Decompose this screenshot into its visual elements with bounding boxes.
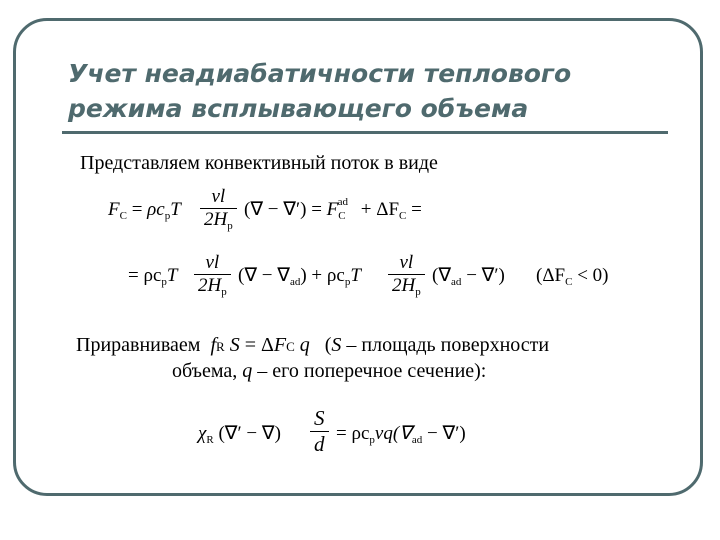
eq1-sub-p: p	[164, 210, 171, 222]
equate-S: S	[229, 334, 240, 356]
eq2-fraction-1	[194, 252, 231, 297]
eq1-rhs-sup: ad	[337, 196, 349, 208]
eq2-rho-c: = ρc	[128, 265, 162, 286]
equate-equals: = Δ	[244, 334, 274, 356]
equate-f: f	[210, 334, 217, 356]
eq2-T: T	[166, 265, 178, 286]
eq1-plus-sub: C	[399, 210, 407, 222]
eq2-frac1-den: 2H	[198, 275, 222, 296]
equate-f-sub: R	[216, 339, 225, 354]
equate-line2-prefix: объема,	[172, 360, 243, 382]
eq1-tail: =	[411, 199, 422, 220]
eq1-frac-num: vl	[211, 186, 226, 207]
eq2-condition-close: < 0)	[577, 265, 609, 286]
equate-note-open: (	[324, 334, 332, 356]
eq3-ad: ad	[411, 434, 423, 446]
equate-prefix: Приравниваем	[76, 334, 201, 356]
title-underline	[62, 131, 668, 134]
equate-q: q	[299, 334, 310, 356]
slide-title	[68, 56, 668, 126]
eq1-lhs: F	[108, 199, 120, 220]
equate-line2-rest: – его поперечное сечение):	[252, 360, 487, 382]
eq2-paren2-close: − ∇′)	[466, 265, 505, 286]
eq3-chi: χ	[198, 423, 207, 444]
eq1-rhs-sub: C	[338, 210, 346, 222]
eq2-frac2-den: 2H	[392, 275, 416, 296]
eq2-fraction-2	[388, 252, 425, 297]
eq3-vq: vq(∇	[374, 423, 412, 444]
title-line-2: режима всплывающего объема	[68, 94, 529, 123]
equate-line-1	[76, 332, 549, 360]
equate-F: F	[273, 334, 287, 356]
eq1-frac-den-sub: p	[227, 220, 233, 232]
equate-note-S: S	[331, 334, 342, 356]
equate-line-2	[172, 358, 486, 384]
eq2-sub-p: p	[161, 276, 167, 288]
eq1-frac-den: 2H	[204, 209, 228, 230]
equate-F-sub: C	[286, 339, 295, 354]
eq1-rho-c: ρc	[147, 199, 165, 220]
eq2-paren2-sub: ad	[451, 276, 462, 288]
eq1-plus-dF: + ΔF	[360, 199, 400, 220]
eq3-frac-num: S	[314, 406, 325, 430]
eq1-rhs-F: F	[326, 199, 339, 220]
eq1-lhs-sub: C	[119, 210, 127, 222]
eq2-condition: (ΔF	[536, 265, 566, 286]
eq3-chi-sub: R	[206, 434, 214, 446]
eq2-T2: T	[350, 265, 361, 286]
eq1-equals: =	[131, 199, 143, 220]
eq2-paren1-sub: ad	[289, 276, 301, 288]
eq3-close: − ∇′)	[427, 423, 466, 444]
eq3-fraction	[310, 406, 329, 457]
eq1-paren: (∇ − ∇′) =	[244, 199, 322, 220]
title-line-1: Учет неадиабатичности теплового	[68, 59, 572, 88]
eq2-frac2-num: vl	[399, 252, 414, 273]
eq3-sub-p: p	[369, 434, 375, 446]
eq3-rho-c: = ρc	[336, 423, 370, 444]
eq3-paren: (∇′ − ∇)	[218, 423, 281, 444]
intro-text: Представляем конвективный поток в виде	[80, 152, 438, 174]
eq2-paren2: (∇	[432, 265, 452, 286]
eq2-paren1-close: ) + ρc	[300, 265, 345, 286]
equate-line2-q: q	[242, 360, 253, 382]
eq1-fraction	[200, 186, 237, 231]
eq2-condition-sub: C	[565, 276, 573, 288]
equate-note-rest: – площадь поверхности	[341, 334, 550, 356]
eq3-frac-den: d	[314, 432, 325, 456]
eq1-T: T	[170, 199, 181, 220]
eq2-frac2-den-sub: p	[415, 286, 421, 298]
eq2-sub-p2: p	[344, 276, 351, 288]
eq2-paren1: (∇ − ∇	[238, 265, 290, 286]
eq2-frac1-den-sub: p	[221, 286, 227, 298]
eq2-frac1-num: vl	[205, 252, 220, 273]
